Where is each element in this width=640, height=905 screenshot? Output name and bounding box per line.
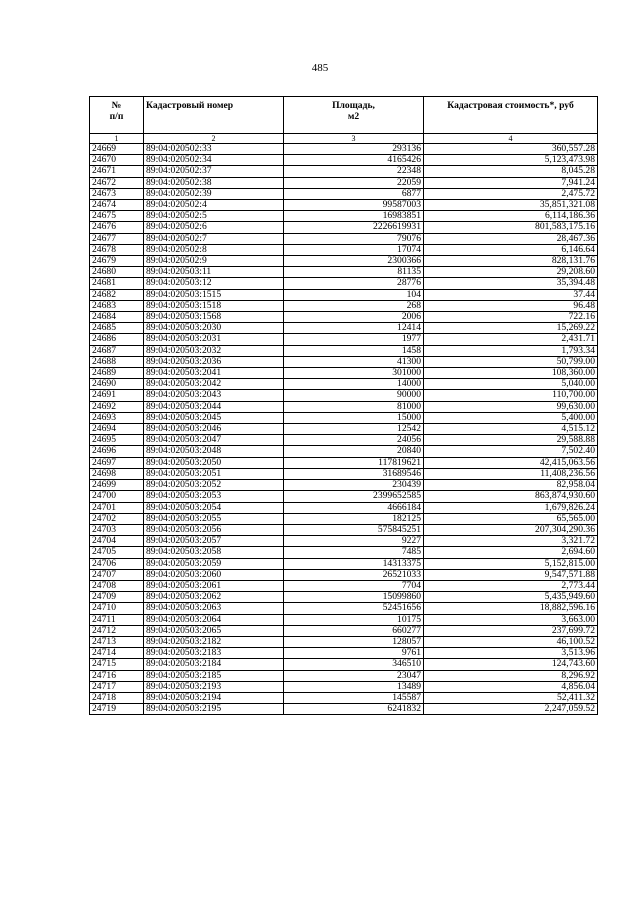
cadastral-number: 89:04:020502:8: [144, 244, 284, 255]
table-row: [90, 648, 598, 659]
cadastral-number: 89:04:020503:2056: [144, 524, 284, 535]
column-number: 3: [284, 134, 424, 144]
area-value: 90000: [284, 390, 424, 401]
area-value: 4666184: [284, 502, 424, 513]
cadastral-cost: 207,304,290.36: [424, 524, 598, 535]
row-number: 24681: [90, 278, 144, 289]
cadastral-cost: 99,630.00: [424, 401, 598, 412]
area-value: 81000: [284, 401, 424, 412]
table-row: [90, 547, 598, 558]
cadastral-number: 89:04:020503:2054: [144, 502, 284, 513]
row-number: 24672: [90, 177, 144, 188]
cadastral-number: 89:04:020502:39: [144, 188, 284, 199]
cadastral-number: 89:04:020503:1568: [144, 312, 284, 323]
row-number: 24680: [90, 267, 144, 278]
table-row: [90, 401, 598, 412]
row-number: 24717: [90, 681, 144, 692]
table-row: [90, 569, 598, 580]
row-number: 24669: [90, 144, 144, 155]
cadastral-number: 89:04:020503:2030: [144, 323, 284, 334]
table-row: [90, 200, 598, 211]
cadastral-number: 89:04:020502:37: [144, 166, 284, 177]
row-number: 24696: [90, 446, 144, 457]
area-value: 22348: [284, 166, 424, 177]
cadastral-cost: 65,565.00: [424, 513, 598, 524]
column-number: 2: [144, 134, 284, 144]
cadastral-cost: 82,958.04: [424, 480, 598, 491]
table-row: [90, 177, 598, 188]
table-row: [90, 502, 598, 513]
cadastral-number: 89:04:020503:2043: [144, 390, 284, 401]
area-value: 14313375: [284, 558, 424, 569]
cadastral-number: 89:04:020503:2183: [144, 648, 284, 659]
area-value: 230439: [284, 480, 424, 491]
area-value: 10175: [284, 614, 424, 625]
cadastral-number: 89:04:020503:2055: [144, 513, 284, 524]
cadastral-cost: 110,700.00: [424, 390, 598, 401]
cadastral-cost: 8,045.28: [424, 166, 598, 177]
row-number: 24670: [90, 155, 144, 166]
table-row: [90, 625, 598, 636]
row-number: 24692: [90, 401, 144, 412]
cadastral-number: 89:04:020502:4: [144, 200, 284, 211]
row-number: 24713: [90, 636, 144, 647]
row-number: 24678: [90, 244, 144, 255]
cadastral-cost: 15,269.22: [424, 323, 598, 334]
cadastral-cost: 801,583,175.16: [424, 222, 598, 233]
cadastral-cost: 29,588.88: [424, 435, 598, 446]
cadastral-number: 89:04:020503:2059: [144, 558, 284, 569]
cadastral-cost: 35,851,321.08: [424, 200, 598, 211]
area-value: 2399652585: [284, 491, 424, 502]
table-row: [90, 480, 598, 491]
table-row: [90, 491, 598, 502]
row-number: 24718: [90, 692, 144, 703]
cadastral-number: 89:04:020503:12: [144, 278, 284, 289]
cadastral-number: 89:04:020503:1515: [144, 289, 284, 300]
table-row: [90, 188, 598, 199]
row-number: 24712: [90, 625, 144, 636]
cadastral-cost: 108,360.00: [424, 368, 598, 379]
cadastral-cost: 8,296.92: [424, 670, 598, 681]
cadastral-cost: 3,321.72: [424, 536, 598, 547]
row-number: 24690: [90, 379, 144, 390]
cadastral-cost: 237,699.72: [424, 625, 598, 636]
cadastral-cost: 35,394.48: [424, 278, 598, 289]
table-row: [90, 334, 598, 345]
cadastral-number: 89:04:020503:2046: [144, 424, 284, 435]
area-value: 301000: [284, 368, 424, 379]
area-value: 22059: [284, 177, 424, 188]
cadastral-table: [89, 96, 598, 715]
cadastral-number: 89:04:020503:2185: [144, 670, 284, 681]
area-value: 7485: [284, 547, 424, 558]
cadastral-number: 89:04:020503:2063: [144, 603, 284, 614]
area-value: 2006: [284, 312, 424, 323]
area-value: 31689546: [284, 468, 424, 479]
table-row: [90, 513, 598, 524]
row-number: 24687: [90, 345, 144, 356]
table-row: [90, 580, 598, 591]
table-row: [90, 424, 598, 435]
area-value: 24056: [284, 435, 424, 446]
table-row: [90, 636, 598, 647]
table-row: [90, 166, 598, 177]
row-number: 24684: [90, 312, 144, 323]
row-number: 24697: [90, 457, 144, 468]
cadastral-cost: 7,941.24: [424, 177, 598, 188]
row-number: 24711: [90, 614, 144, 625]
row-number: 24702: [90, 513, 144, 524]
row-number: 24686: [90, 334, 144, 345]
cadastral-cost: 3,513.96: [424, 648, 598, 659]
column-number-row: [90, 134, 598, 144]
cadastral-cost: 828,131.76: [424, 256, 598, 267]
table-row: [90, 368, 598, 379]
row-number: 24700: [90, 491, 144, 502]
header-cadastral: Кадастровый номер: [144, 97, 284, 134]
table-row: [90, 592, 598, 603]
row-number: 24676: [90, 222, 144, 233]
area-value: 2300366: [284, 256, 424, 267]
header-row: [90, 97, 598, 134]
cadastral-number: 89:04:020503:2036: [144, 356, 284, 367]
table-row: [90, 468, 598, 479]
table-row: [90, 457, 598, 468]
area-value: 1977: [284, 334, 424, 345]
cadastral-cost: 7,502.40: [424, 446, 598, 457]
table-row: [90, 144, 598, 155]
cadastral-cost: 2,247,059.52: [424, 704, 598, 715]
row-number: 24679: [90, 256, 144, 267]
header-num: [90, 97, 144, 134]
area-value: 9227: [284, 536, 424, 547]
header-area-line2: м2: [347, 111, 360, 122]
cadastral-cost: 5,152,815.00: [424, 558, 598, 569]
cadastral-cost: 2,773.44: [424, 580, 598, 591]
table-row: [90, 659, 598, 670]
area-value: 1458: [284, 345, 424, 356]
cadastral-number: 89:04:020503:2044: [144, 401, 284, 412]
cadastral-number: 89:04:020502:7: [144, 233, 284, 244]
table-row: [90, 681, 598, 692]
table-row: [90, 222, 598, 233]
table-row: [90, 233, 598, 244]
area-value: 6877: [284, 188, 424, 199]
cadastral-number: 89:04:020502:33: [144, 144, 284, 155]
row-number: 24693: [90, 412, 144, 423]
cadastral-number: 89:04:020503:2052: [144, 480, 284, 491]
area-value: 26521033: [284, 569, 424, 580]
row-number: 24701: [90, 502, 144, 513]
row-number: 24691: [90, 390, 144, 401]
area-value: 15000: [284, 412, 424, 423]
row-number: 24688: [90, 356, 144, 367]
cadastral-cost: 28,467.36: [424, 233, 598, 244]
table-row: [90, 692, 598, 703]
table-row: [90, 278, 598, 289]
row-number: 24694: [90, 424, 144, 435]
table-row: [90, 345, 598, 356]
cadastral-cost: 4,856.04: [424, 681, 598, 692]
cadastral-cost: 3,663.00: [424, 614, 598, 625]
table-row: [90, 412, 598, 423]
cadastral-cost: 96.48: [424, 300, 598, 311]
area-value: 13489: [284, 681, 424, 692]
table-row: [90, 446, 598, 457]
row-number: 24706: [90, 558, 144, 569]
cadastral-number: 89:04:020503:2062: [144, 592, 284, 603]
cadastral-number: 89:04:020503:2194: [144, 692, 284, 703]
area-value: 2226619931: [284, 222, 424, 233]
area-value: 145587: [284, 692, 424, 703]
row-number: 24705: [90, 547, 144, 558]
header-num-line2: п/п: [109, 111, 124, 122]
cadastral-number: 89:04:020503:2195: [144, 704, 284, 715]
row-number: 24671: [90, 166, 144, 177]
cadastral-cost: 1,679,826.24: [424, 502, 598, 513]
cadastral-number: 89:04:020503:2042: [144, 379, 284, 390]
column-number: 1: [90, 134, 144, 144]
cadastral-cost: 9,547,571.88: [424, 569, 598, 580]
cadastral-number: 89:04:020502:5: [144, 211, 284, 222]
area-value: 182125: [284, 513, 424, 524]
table-row: [90, 289, 598, 300]
table-row: [90, 704, 598, 715]
area-value: 81135: [284, 267, 424, 278]
row-number: 24716: [90, 670, 144, 681]
row-number: 24685: [90, 323, 144, 334]
cadastral-cost: 2,475.72: [424, 188, 598, 199]
cadastral-number: 89:04:020503:2184: [144, 659, 284, 670]
cadastral-cost: 52,411.32: [424, 692, 598, 703]
row-number: 24682: [90, 289, 144, 300]
cadastral-number: 89:04:020503:2031: [144, 334, 284, 345]
row-number: 24689: [90, 368, 144, 379]
table-row: [90, 670, 598, 681]
row-number: 24710: [90, 603, 144, 614]
area-value: 20840: [284, 446, 424, 457]
cadastral-cost: 1,793.34: [424, 345, 598, 356]
area-value: 15099860: [284, 592, 424, 603]
cadastral-cost: 5,123,473.98: [424, 155, 598, 166]
row-number: 24704: [90, 536, 144, 547]
area-value: 4165426: [284, 155, 424, 166]
table-row: [90, 390, 598, 401]
row-number: 24699: [90, 480, 144, 491]
table-row: [90, 155, 598, 166]
table-row: [90, 614, 598, 625]
header-num-line1: №: [111, 100, 122, 111]
row-number: 24707: [90, 569, 144, 580]
table-row: [90, 558, 598, 569]
cadastral-number: 89:04:020503:2064: [144, 614, 284, 625]
row-number: 24719: [90, 704, 144, 715]
row-number: 24709: [90, 592, 144, 603]
area-value: 575845251: [284, 524, 424, 535]
header-area-line1: Площадь,: [332, 100, 375, 111]
cadastral-number: 89:04:020503:2048: [144, 446, 284, 457]
table-row: [90, 211, 598, 222]
cadastral-number: 89:04:020502:9: [144, 256, 284, 267]
area-value: 346510: [284, 659, 424, 670]
table-row: [90, 524, 598, 535]
cadastral-cost: 18,882,596.16: [424, 603, 598, 614]
table-row: [90, 536, 598, 547]
cadastral-cost: 42,415,063.56: [424, 457, 598, 468]
cadastral-number: 89:04:020503:1518: [144, 300, 284, 311]
cadastral-number: 89:04:020502:38: [144, 177, 284, 188]
row-number: 24698: [90, 468, 144, 479]
cadastral-cost: 360,557.28: [424, 144, 598, 155]
cadastral-number: 89:04:020502:34: [144, 155, 284, 166]
table-row: [90, 300, 598, 311]
header-area: [284, 97, 424, 134]
table-row: [90, 603, 598, 614]
table-row: [90, 435, 598, 446]
cadastral-cost: 4,515.12: [424, 424, 598, 435]
cadastral-cost: 124,743.60: [424, 659, 598, 670]
cadastral-number: 89:04:020503:2051: [144, 468, 284, 479]
area-value: 660277: [284, 625, 424, 636]
cadastral-number: 89:04:020503:11: [144, 267, 284, 278]
cadastral-number: 89:04:020503:2193: [144, 681, 284, 692]
area-value: 23047: [284, 670, 424, 681]
area-value: 79076: [284, 233, 424, 244]
cadastral-number: 89:04:020503:2047: [144, 435, 284, 446]
area-value: 12542: [284, 424, 424, 435]
table-row: [90, 244, 598, 255]
area-value: 14000: [284, 379, 424, 390]
table-row: [90, 356, 598, 367]
table-row: [90, 256, 598, 267]
cadastral-number: 89:04:020503:2041: [144, 368, 284, 379]
table-row: [90, 379, 598, 390]
cadastral-number: 89:04:020503:2061: [144, 580, 284, 591]
area-value: 268: [284, 300, 424, 311]
cadastral-number: 89:04:020503:2058: [144, 547, 284, 558]
cadastral-number: 89:04:020503:2053: [144, 491, 284, 502]
row-number: 24674: [90, 200, 144, 211]
cadastral-number: 89:04:020503:2065: [144, 625, 284, 636]
cadastral-cost: 6,146.64: [424, 244, 598, 255]
cadastral-number: 89:04:020503:2057: [144, 536, 284, 547]
cadastral-cost: 46,100.52: [424, 636, 598, 647]
header-cost: Кадастровая стоимость*, руб: [424, 97, 598, 134]
area-value: 128057: [284, 636, 424, 647]
page-number: 485: [311, 62, 329, 74]
row-number: 24714: [90, 648, 144, 659]
table-row: [90, 323, 598, 334]
area-value: 99587003: [284, 200, 424, 211]
row-number: 24677: [90, 233, 144, 244]
cadastral-cost: 29,208.60: [424, 267, 598, 278]
area-value: 293136: [284, 144, 424, 155]
cadastral-cost: 5,435,949.60: [424, 592, 598, 603]
cadastral-number: 89:04:020502:6: [144, 222, 284, 233]
cadastral-number: 89:04:020503:2182: [144, 636, 284, 647]
cadastral-cost: 6,114,186.36: [424, 211, 598, 222]
column-number: 4: [424, 134, 598, 144]
row-number: 24675: [90, 211, 144, 222]
cadastral-cost: 722.16: [424, 312, 598, 323]
row-number: 24703: [90, 524, 144, 535]
area-value: 41300: [284, 356, 424, 367]
row-number: 24673: [90, 188, 144, 199]
cadastral-cost: 863,874,930.60: [424, 491, 598, 502]
cadastral-cost: 50,799.00: [424, 356, 598, 367]
row-number: 24683: [90, 300, 144, 311]
table-row: [90, 312, 598, 323]
area-value: 52451656: [284, 603, 424, 614]
area-value: 17074: [284, 244, 424, 255]
cadastral-cost: 5,040.00: [424, 379, 598, 390]
row-number: 24715: [90, 659, 144, 670]
area-value: 28776: [284, 278, 424, 289]
cadastral-cost: 37.44: [424, 289, 598, 300]
cadastral-cost: 5,400.00: [424, 412, 598, 423]
cadastral-number: 89:04:020503:2045: [144, 412, 284, 423]
area-value: 104: [284, 289, 424, 300]
cadastral-number: 89:04:020503:2060: [144, 569, 284, 580]
area-value: 12414: [284, 323, 424, 334]
cadastral-cost: 11,408,236.56: [424, 468, 598, 479]
cadastral-cost: 2,431.71: [424, 334, 598, 345]
area-value: 9761: [284, 648, 424, 659]
row-number: 24708: [90, 580, 144, 591]
cadastral-number: 89:04:020503:2032: [144, 345, 284, 356]
table-row: [90, 267, 598, 278]
cadastral-cost: 2,694.60: [424, 547, 598, 558]
area-value: 7704: [284, 580, 424, 591]
area-value: 16983851: [284, 211, 424, 222]
row-number: 24695: [90, 435, 144, 446]
cadastral-number: 89:04:020503:2050: [144, 457, 284, 468]
area-value: 6241832: [284, 704, 424, 715]
area-value: 117819621: [284, 457, 424, 468]
